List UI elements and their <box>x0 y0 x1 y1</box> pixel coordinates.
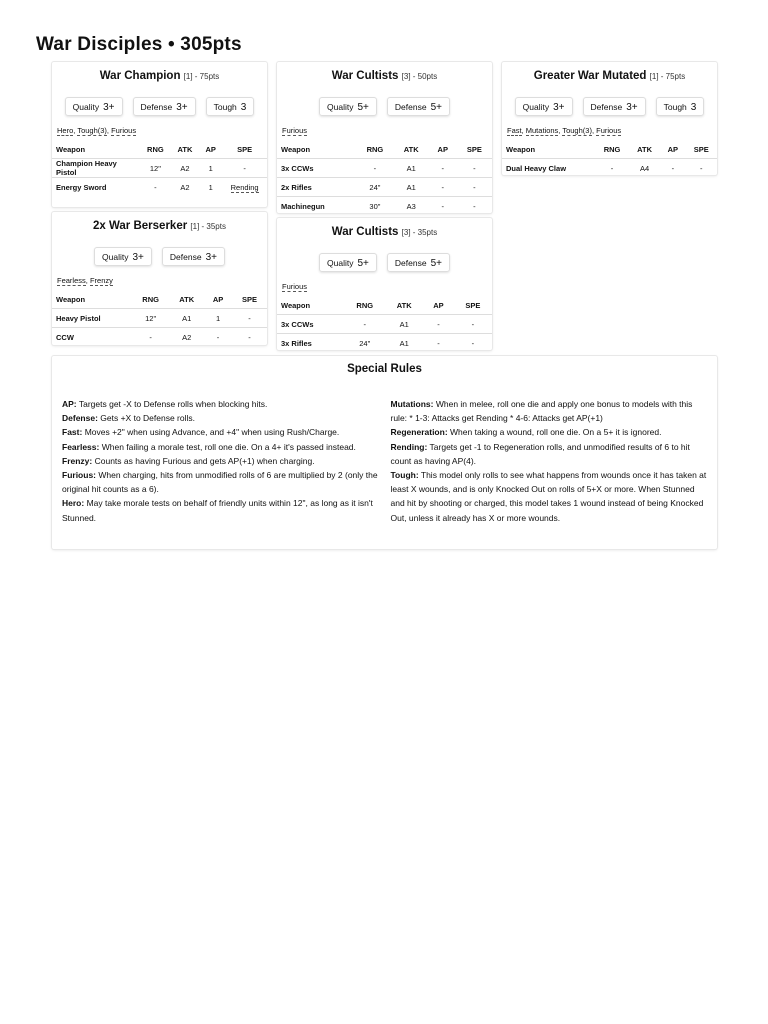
weapon-special: - <box>232 309 267 328</box>
unit-size-cost: [1] - 35pts <box>190 222 226 231</box>
weapon-special: - <box>685 159 717 176</box>
unit-size-cost: [3] - 50pts <box>401 72 438 81</box>
stat-value: 3+ <box>553 102 565 113</box>
weapon-row <box>52 309 267 328</box>
unit-title <box>52 70 267 84</box>
column-header: Weapon <box>56 145 86 154</box>
column-header: SPE <box>465 301 481 310</box>
weapon-range: - <box>356 159 394 178</box>
unit-title <box>277 226 492 240</box>
rule-tag[interactable]: Furious <box>596 126 622 135</box>
unit-rules: Fearless, Frenzy <box>57 276 113 285</box>
unit-rules: Fast, Mutations, Tough(3), Furious <box>507 126 622 135</box>
column-header: RNG <box>147 145 164 154</box>
stat-defense <box>387 253 450 272</box>
column-header: ATK <box>177 145 193 154</box>
unit-name: 2x War Berserker <box>93 220 188 232</box>
special-rule <box>62 397 379 411</box>
special-rule <box>391 397 708 425</box>
weapon-special: - <box>232 328 267 346</box>
special-rule-name: Rending: <box>390 441 428 452</box>
rule-tag[interactable]: Frenzy <box>89 276 113 285</box>
column-header: AP <box>433 301 444 310</box>
special-rules-right-column <box>391 397 708 525</box>
rule-tag[interactable]: Fast <box>507 126 522 135</box>
unit-name: Greater War Mutated <box>533 70 647 82</box>
weapon-attacks: A3 <box>394 197 429 214</box>
stat-value: 3+ <box>626 102 638 113</box>
stat-value: 3+ <box>103 102 115 113</box>
special-rule <box>62 468 379 496</box>
rule-tag[interactable]: Tough(3) <box>77 126 107 135</box>
stat-value: 3+ <box>132 252 144 263</box>
weapon-ap: - <box>429 159 457 178</box>
special-rule-name: Mutations: <box>390 399 434 409</box>
column-header: ATK <box>637 145 653 154</box>
unit-size-cost: [1] - 75pts <box>183 72 220 81</box>
weapon-ap: 1 <box>199 159 222 178</box>
weapon-special: - <box>454 315 492 334</box>
stat-value: 3+ <box>205 252 217 263</box>
weapon-name: 3x Rifles <box>277 334 344 351</box>
special-rule-name: Tough: <box>390 470 419 481</box>
weapons-table <box>277 141 492 213</box>
unit-name: War Cultists <box>331 226 399 238</box>
weapon-special: - <box>222 159 267 178</box>
unit-title <box>502 70 717 84</box>
weapon-range: 24" <box>344 334 385 351</box>
special-rule <box>62 440 379 454</box>
column-header: SPE <box>242 295 258 304</box>
rule-tag[interactable]: Furious <box>282 282 308 291</box>
stat-quality <box>319 253 377 272</box>
weapon-name: Dual Heavy Claw <box>502 159 595 176</box>
special-rule-text: This model only rolls to see what happens from wounds once it has taken at least X wounds, and is only Knocked Out on rolls of 5+X or more. When Stunned and hit by shooting or charged, this model takes 1 wound instead of being Knocked Out, unless it already has X or more wounds. <box>390 470 707 523</box>
rule-tag[interactable]: Furious <box>282 126 308 135</box>
weapon-name: 3x CCWs <box>277 315 344 334</box>
weapon-name: Machinegun <box>277 197 356 214</box>
column-header: SPE <box>237 145 253 154</box>
special-rule-name: Fast: <box>62 427 83 438</box>
weapon-range: 12" <box>132 309 169 328</box>
special-rule-text: Counts as having Furious and gets AP(+1) when charging. <box>94 455 315 466</box>
special-rule <box>391 425 708 439</box>
stat-label: Defense <box>394 258 427 268</box>
weapon-ap: - <box>423 334 454 351</box>
special-rule-text: When failing a morale test, roll one die. On a 4+ it's passed instead. <box>101 441 356 452</box>
weapon-row <box>277 197 492 214</box>
column-header: RNG <box>142 295 159 304</box>
weapon-attacks: A4 <box>629 159 660 176</box>
weapon-ap: - <box>423 315 454 334</box>
weapon-range: 30" <box>356 197 394 214</box>
weapon-attacks: A2 <box>169 328 204 346</box>
weapons-header-row <box>52 291 267 309</box>
unit-rules <box>282 282 492 292</box>
column-header: ATK <box>179 295 195 304</box>
special-rule-text: Targets get -1 to Regeneration rolls, and unmodified results of 6 to hit count as having AP(4). <box>390 441 690 466</box>
stat-label: Quality <box>327 102 354 112</box>
special-rule-name: Defense: <box>62 413 98 424</box>
weapon-ap: 1 <box>199 178 222 197</box>
special-rule <box>391 468 708 525</box>
special-rule-text: May take morale tests on behalf of friendly units within 12", as long as it isn't Stunned. <box>62 498 373 523</box>
stat-quality <box>515 97 573 116</box>
stat-label: Defense <box>590 102 623 112</box>
column-header: AP <box>205 145 216 154</box>
unit-card-war-champion <box>52 62 267 207</box>
weapons-table <box>277 297 492 350</box>
weapon-row <box>502 159 717 176</box>
weapon-attacks: A1 <box>169 309 204 328</box>
weapon-row <box>277 334 492 351</box>
column-header: AP <box>667 145 679 154</box>
weapons-table <box>52 141 267 196</box>
special-rule-text: When in melee, roll one die and apply one bonus to models with this rule: * 1-3: Attacks get Rending * 4-6: Attacks get AP(+1) <box>390 399 693 424</box>
stat-value: 5+ <box>357 258 369 269</box>
special-rule-name: AP: <box>62 399 77 409</box>
unit-stats <box>52 247 267 267</box>
stat-label: Quality <box>522 102 550 112</box>
weapon-ap: - <box>660 159 685 176</box>
column-header: ATK <box>396 301 412 310</box>
stat-quality <box>65 97 123 116</box>
weapon-name: CCW <box>52 328 132 346</box>
stat-value: 5+ <box>430 258 442 269</box>
stat-value: 5+ <box>357 102 369 113</box>
rule-tag[interactable]: Mutations <box>525 126 559 135</box>
column-header: SPE <box>466 145 482 154</box>
special-rule-name: Frenzy: <box>62 455 93 466</box>
weapon-ap: - <box>204 328 232 346</box>
special-rule-text: Gets +X to Defense rolls. <box>100 413 196 424</box>
stat-label: Defense <box>169 252 202 262</box>
stat-value: 3 <box>690 102 697 113</box>
special-rule <box>62 411 379 425</box>
weapon-special: - <box>457 197 492 214</box>
special-rule-name: Furious: <box>62 470 96 481</box>
weapon-name: 2x Rifles <box>277 178 356 197</box>
weapon-name: Heavy Pistol <box>52 309 132 328</box>
weapon-name: Energy Sword <box>52 178 140 197</box>
weapon-name: Champion Heavy Pistol <box>52 159 140 178</box>
stat-label: Defense <box>394 102 427 112</box>
stat-value: 3+ <box>176 102 188 113</box>
weapon-range: - <box>132 328 169 346</box>
stat-label: Quality <box>72 102 100 112</box>
stat-label: Quality <box>102 252 129 262</box>
weapon-attacks: A1 <box>394 159 429 178</box>
unit-rules <box>282 126 492 136</box>
unit-card-greater-war-mutated <box>502 62 717 175</box>
special-rules-card <box>52 356 717 549</box>
stat-defense <box>162 247 225 266</box>
weapon-special-tag[interactable]: Rending <box>230 182 259 192</box>
weapon-range: - <box>344 315 385 334</box>
weapon-attacks: A1 <box>385 315 423 334</box>
weapon-special: - <box>457 178 492 197</box>
unit-title <box>277 70 492 84</box>
stat-defense <box>387 97 450 116</box>
weapon-special: - <box>457 159 492 178</box>
weapon-row <box>277 159 492 178</box>
special-rules-left-column <box>62 397 379 525</box>
weapon-row <box>52 328 267 346</box>
special-rules-title: Special Rules <box>347 363 422 375</box>
special-rule-text: When charging, hits from unmodified rolls of 6 are multiplied by 2 (only the original hit counts as a 6). <box>62 470 378 495</box>
weapon-ap: 1 <box>204 309 232 328</box>
stat-value: 5+ <box>430 102 442 113</box>
weapon-row <box>52 159 267 178</box>
column-header: RNG <box>603 145 621 154</box>
weapon-row <box>277 178 492 197</box>
stat-label: Tough <box>663 102 687 112</box>
stat-quality <box>94 247 152 266</box>
rule-tag[interactable]: Fearless <box>57 276 86 285</box>
weapons-header-row <box>277 297 492 315</box>
stat-value: 3 <box>240 102 247 113</box>
weapons-table <box>52 291 267 345</box>
unit-rules: Hero, Tough(3), Furious <box>57 126 137 135</box>
stat-label: Defense <box>140 102 173 112</box>
special-rule-text: When taking a wound, roll one die. On a 5+ it is ignored. <box>450 427 662 438</box>
unit-card-war-cultists-2 <box>277 218 492 350</box>
weapon-row <box>277 315 492 334</box>
weapon-name: 3x CCWs <box>277 159 356 178</box>
special-rule-name: Fearless: <box>62 441 100 452</box>
unit-name: War Champion <box>99 70 181 82</box>
weapon-attacks: A1 <box>394 178 429 197</box>
special-rule <box>62 496 379 524</box>
special-rule-name: Regeneration: <box>390 427 448 438</box>
unit-size-cost: [1] - 75pts <box>649 72 686 81</box>
weapon-ap: - <box>429 197 457 214</box>
special-rule <box>62 425 379 439</box>
column-header: Weapon <box>281 145 311 154</box>
rule-tag[interactable]: Furious <box>111 126 137 135</box>
stat-defense <box>583 97 646 116</box>
weapon-range: 24" <box>356 178 394 197</box>
unit-size-cost: [3] - 35pts <box>401 228 438 237</box>
weapon-attacks: A1 <box>385 334 423 351</box>
weapons-table <box>502 141 717 175</box>
rule-tag[interactable]: Tough(3) <box>562 126 592 135</box>
weapons-header-row <box>502 141 717 159</box>
rule-tag[interactable]: Hero <box>57 126 74 135</box>
special-rule-name: Hero: <box>62 498 85 509</box>
column-header: Weapon <box>506 145 536 154</box>
column-header: SPE <box>693 145 709 154</box>
column-header: Weapon <box>56 295 86 304</box>
column-header: RNG <box>356 301 374 310</box>
special-rule-text: Targets get -X to Defense rolls when blocking hits. <box>78 399 268 409</box>
column-header: AP <box>212 295 224 304</box>
weapons-header-row <box>277 141 492 159</box>
stat-quality <box>319 97 377 116</box>
weapon-special <box>222 178 267 197</box>
weapon-ap: - <box>429 178 457 197</box>
page-title: War Disciples • 305pts <box>36 34 242 55</box>
stat-tough <box>206 97 255 116</box>
unit-stats <box>502 97 717 117</box>
column-header: AP <box>437 145 448 154</box>
special-rule <box>62 454 379 468</box>
unit-stats <box>277 97 492 117</box>
stat-label: Quality <box>327 258 354 268</box>
weapons-header-row <box>52 141 267 159</box>
unit-card-war-berserker <box>52 212 267 345</box>
column-header: Weapon <box>281 301 311 310</box>
stat-defense <box>133 97 196 116</box>
unit-title <box>52 220 267 234</box>
weapon-range: - <box>595 159 629 176</box>
weapon-range: 12" <box>140 159 171 178</box>
unit-stats <box>277 253 492 273</box>
unit-card-war-cultists <box>277 62 492 213</box>
special-rule-text: Moves +2" when using Advance, and +4" when using Rush/Charge. <box>84 427 340 438</box>
unit-stats <box>52 97 267 117</box>
stat-label: Tough <box>213 102 237 112</box>
stat-tough <box>656 97 705 116</box>
weapon-range: - <box>140 178 171 197</box>
weapon-attacks: A2 <box>171 178 199 197</box>
weapon-row <box>52 178 267 197</box>
unit-name: War Cultists <box>331 70 399 82</box>
weapon-attacks: A2 <box>171 159 199 178</box>
special-rule <box>391 440 708 468</box>
column-header: ATK <box>403 145 419 154</box>
weapon-special: - <box>454 334 492 351</box>
column-header: RNG <box>366 145 384 154</box>
